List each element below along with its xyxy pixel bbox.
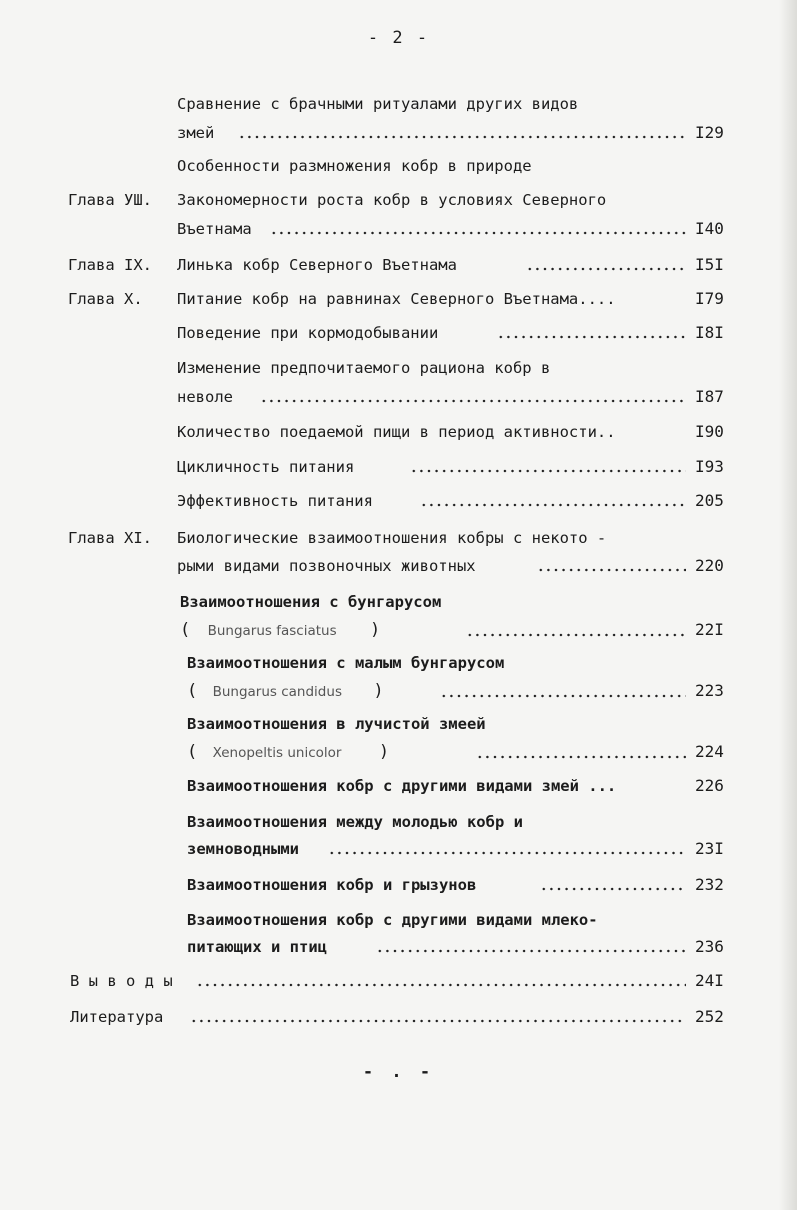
toc-entry-line: Эффективность питания bbox=[177, 492, 373, 510]
latin-species-line bbox=[187, 681, 384, 701]
dot-leader bbox=[466, 624, 686, 638]
toc-page-number: 232 bbox=[695, 875, 724, 894]
toc-entry-line: Литература bbox=[70, 1008, 164, 1026]
toc-entry-line: Взаимоотношения кобр с другими видами млеко- bbox=[187, 911, 598, 929]
toc-entry-line: Особенности размножения кобр в природе bbox=[177, 157, 532, 175]
toc-page-number: I90 bbox=[695, 422, 724, 441]
toc-page-number: I93 bbox=[695, 457, 724, 476]
page-edge bbox=[779, 0, 797, 1210]
toc-entry-line: Питание кобр на равнинах Северного Въетнама.... bbox=[177, 290, 616, 308]
dot-leader bbox=[440, 685, 686, 699]
toc-entry-line: рыми видами позвоночных животных bbox=[177, 557, 476, 575]
chapter-label: Глава УШ. bbox=[68, 191, 152, 209]
toc-entry-line: Въетнама bbox=[177, 220, 252, 238]
toc-page-number: I79 bbox=[695, 289, 724, 308]
chapter-label: Глава X. bbox=[68, 290, 143, 308]
dot-leader bbox=[410, 460, 686, 474]
latin-species-name: Xenopeltis unicolor bbox=[212, 745, 342, 761]
toc-page-number: I40 bbox=[695, 219, 724, 238]
toc-page-number: I87 bbox=[695, 387, 724, 406]
toc-entry-line: Взаимоотношения с малым бунгарусом bbox=[187, 654, 505, 672]
toc-page-number: 226 bbox=[695, 776, 724, 795]
toc-page-number: 223 bbox=[695, 681, 724, 700]
dot-leader bbox=[196, 974, 686, 988]
toc-page-number: 224 bbox=[695, 742, 724, 761]
dot-leader bbox=[190, 1010, 686, 1024]
toc-entry-line: неволе bbox=[177, 388, 233, 406]
toc-page-number: I29 bbox=[695, 123, 724, 142]
toc-entry-line: Биологические взаимоотношения кобры с некото - bbox=[177, 529, 607, 547]
dot-leader bbox=[238, 126, 686, 140]
close-paren: ) bbox=[378, 742, 390, 762]
chapter-label: Глава XI. bbox=[68, 529, 152, 547]
toc-entry-line: змей bbox=[177, 124, 215, 142]
toc-page-number: I8I bbox=[695, 323, 724, 342]
toc-page-number: 220 bbox=[695, 556, 724, 575]
dot-leader bbox=[540, 878, 686, 892]
latin-species-name: Bungarus fasciatus bbox=[207, 623, 337, 639]
toc-entry-line: питающих и птиц bbox=[187, 938, 327, 956]
toc-page-number: 252 bbox=[695, 1007, 724, 1026]
toc-entry-line: Взаимоотношения кобр с другими видами змей ... bbox=[187, 777, 617, 795]
toc-entry-line: Взаимоотношения между молодью кобр и bbox=[187, 813, 523, 831]
toc-page-number: 24I bbox=[695, 971, 724, 990]
toc-page-number: I5I bbox=[695, 255, 724, 274]
toc-entry-line: Закономерности роста кобр в условиях Северного bbox=[177, 191, 607, 209]
dot-leader bbox=[476, 746, 686, 760]
dot-leader bbox=[420, 494, 686, 508]
toc-page-number: 22I bbox=[695, 620, 724, 639]
toc-page-number: 236 bbox=[695, 937, 724, 956]
toc-page-number: 23I bbox=[695, 839, 724, 858]
toc-entry-line: Линька кобр Северного Въетнама bbox=[177, 256, 457, 274]
footer-mark: - . - bbox=[362, 1062, 435, 1082]
toc-entry-line: Изменение предпочитаемого рациона кобр в bbox=[177, 359, 551, 377]
toc-entry-line: Поведение при кормодобывании bbox=[177, 324, 439, 342]
close-paren: ) bbox=[373, 681, 384, 701]
dot-leader bbox=[537, 559, 686, 573]
latin-species-line bbox=[187, 742, 389, 762]
dot-leader bbox=[497, 326, 686, 340]
latin-species-name: Bungarus candidus bbox=[212, 684, 342, 700]
page-number: - 2 - bbox=[367, 28, 430, 48]
chapter-label: Глава IX. bbox=[68, 256, 152, 274]
toc-page-number: 205 bbox=[695, 491, 724, 510]
close-paren: ) bbox=[369, 620, 381, 640]
toc-entry-line: Сравнение с брачными ритуалами других видов bbox=[177, 95, 579, 113]
toc-entry-line: Взаимоотношения в лучистой змеей bbox=[187, 715, 486, 733]
dot-leader bbox=[376, 940, 686, 954]
toc-entry-line: Взаимоотношения с бунгарусом bbox=[180, 593, 442, 611]
toc-entry-line: земноводными bbox=[187, 840, 299, 858]
toc-entry-line: Цикличность питания bbox=[177, 458, 355, 476]
toc-entry-line: Количество поедаемой пищи в период активности.. bbox=[177, 423, 616, 441]
latin-species-line bbox=[180, 620, 380, 640]
dot-leader bbox=[260, 390, 686, 404]
dot-leader bbox=[270, 222, 686, 236]
dot-leader bbox=[328, 842, 686, 856]
open-paren: ( bbox=[187, 742, 198, 762]
open-paren: ( bbox=[187, 681, 198, 701]
dot-leader bbox=[526, 258, 686, 272]
open-paren: ( bbox=[180, 620, 191, 640]
toc-entry-line: Взаимоотношения кобр и грызунов bbox=[187, 876, 477, 894]
toc-entry-line: В ы в о д ы bbox=[70, 972, 173, 990]
